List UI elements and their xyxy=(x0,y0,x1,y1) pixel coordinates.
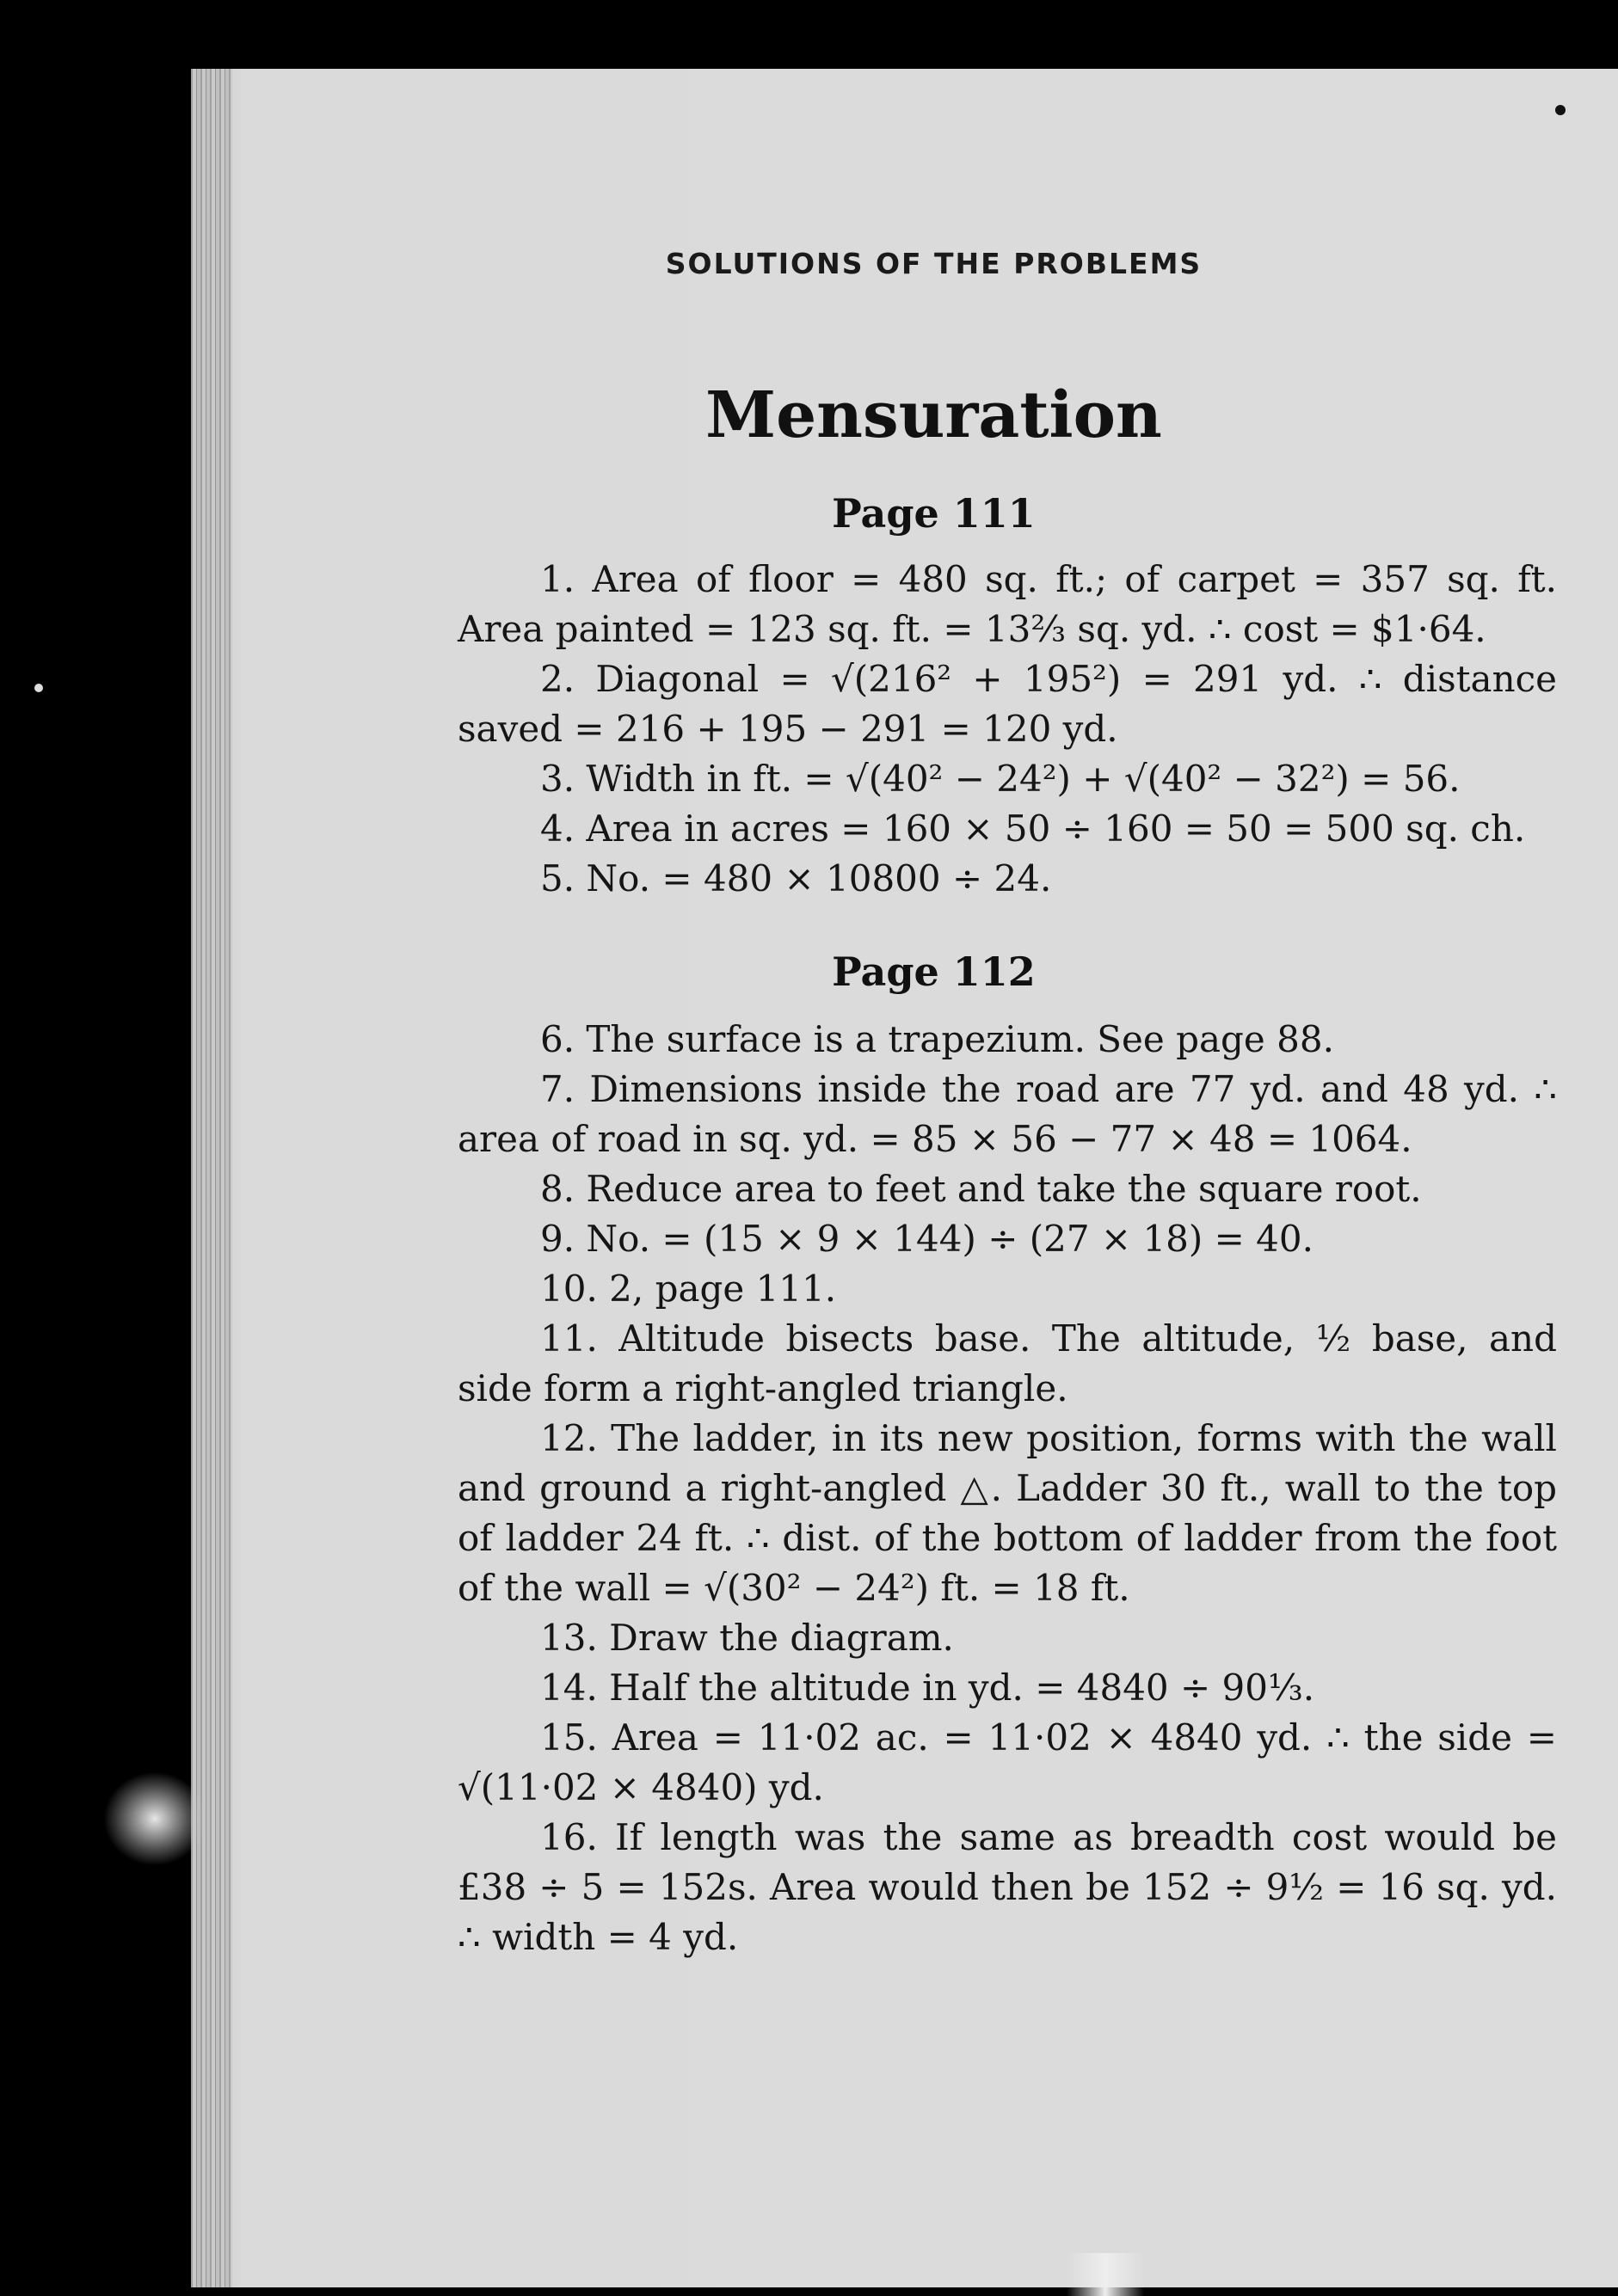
solution-item: 11. Altitude bisects base. The altitude, ½ base, and side form a right-angled triangle. xyxy=(458,1317,1557,1409)
solution-item: 6. The surface is a trapezium. See page 88. xyxy=(540,1018,1334,1060)
solution-item: 5. No. = 480 × 10800 ÷ 24. xyxy=(540,857,1052,899)
page-heading-112: Page 112 xyxy=(832,948,1036,995)
chapter-title: Mensuration xyxy=(705,378,1162,452)
solution-item: 3. Width in ft. = √(40² − 24²) + √(40² − 32²) = 56. xyxy=(540,758,1461,800)
solutions-page-112 xyxy=(458,1015,1557,1962)
solution-item: 7. Dimensions inside the road are 77 yd. and 48 yd. ∴ area of road in sq. yd. = 85 × 56 − 77 × 48 = 1064. xyxy=(458,1068,1557,1160)
solution-item: 2. Diagonal = √(216² + 195²) = 291 yd. ∴ distance saved = 216 + 195 − 291 = 120 yd. xyxy=(458,658,1557,750)
solution-item: 10. 2, page 111. xyxy=(540,1268,837,1310)
solution-item: 16. If length was the same as breadth cost would be £38 ÷ 5 = 152s. Area would then be 152 ÷ 9½ = 16 sq. yd. ∴ width = 4 yd. xyxy=(458,1816,1557,1958)
solution-item: 15. Area = 11·02 ac. = 11·02 × 4840 yd. ∴ the side = √(11·02 × 4840) yd. xyxy=(458,1716,1557,1808)
solution-item: 4. Area in acres = 160 × 50 ÷ 160 = 50 = 500 sq. ch. xyxy=(540,807,1526,850)
solution-item: 12. The ladder, in its new position, forms with the wall and ground a right-angled △. Ladder 30 ft., wall to the top of ladder 24 ft. ∴ dist. of the bottom of ladder from the foot of the wall = √(30² − 24²) ft. = 18 ft. xyxy=(458,1417,1557,1609)
solution-item: 13. Draw the diagram. xyxy=(540,1617,954,1659)
page-heading-111: Page 111 xyxy=(832,490,1036,537)
solution-item: 8. Reduce area to feet and take the square root. xyxy=(540,1168,1422,1210)
solutions-page-111 xyxy=(458,555,1557,904)
solution-item: 14. Half the altitude in yd. = 4840 ÷ 90⅓. xyxy=(540,1667,1315,1709)
scan-glare xyxy=(103,1771,206,1866)
solution-item: 1. Area of floor = 480 sq. ft.; of carpet = 357 sq. ft. Area painted = 123 sq. ft. = 13⅔ sq. yd. ∴ cost = $1·64. xyxy=(458,558,1557,650)
ink-speck xyxy=(1555,105,1566,115)
running-head: SOLUTIONS OF THE PROBLEMS xyxy=(665,247,1203,280)
solution-item: 9. No. = (15 × 9 × 144) ÷ (27 × 18) = 40. xyxy=(540,1218,1313,1260)
dust-speck xyxy=(34,684,43,692)
